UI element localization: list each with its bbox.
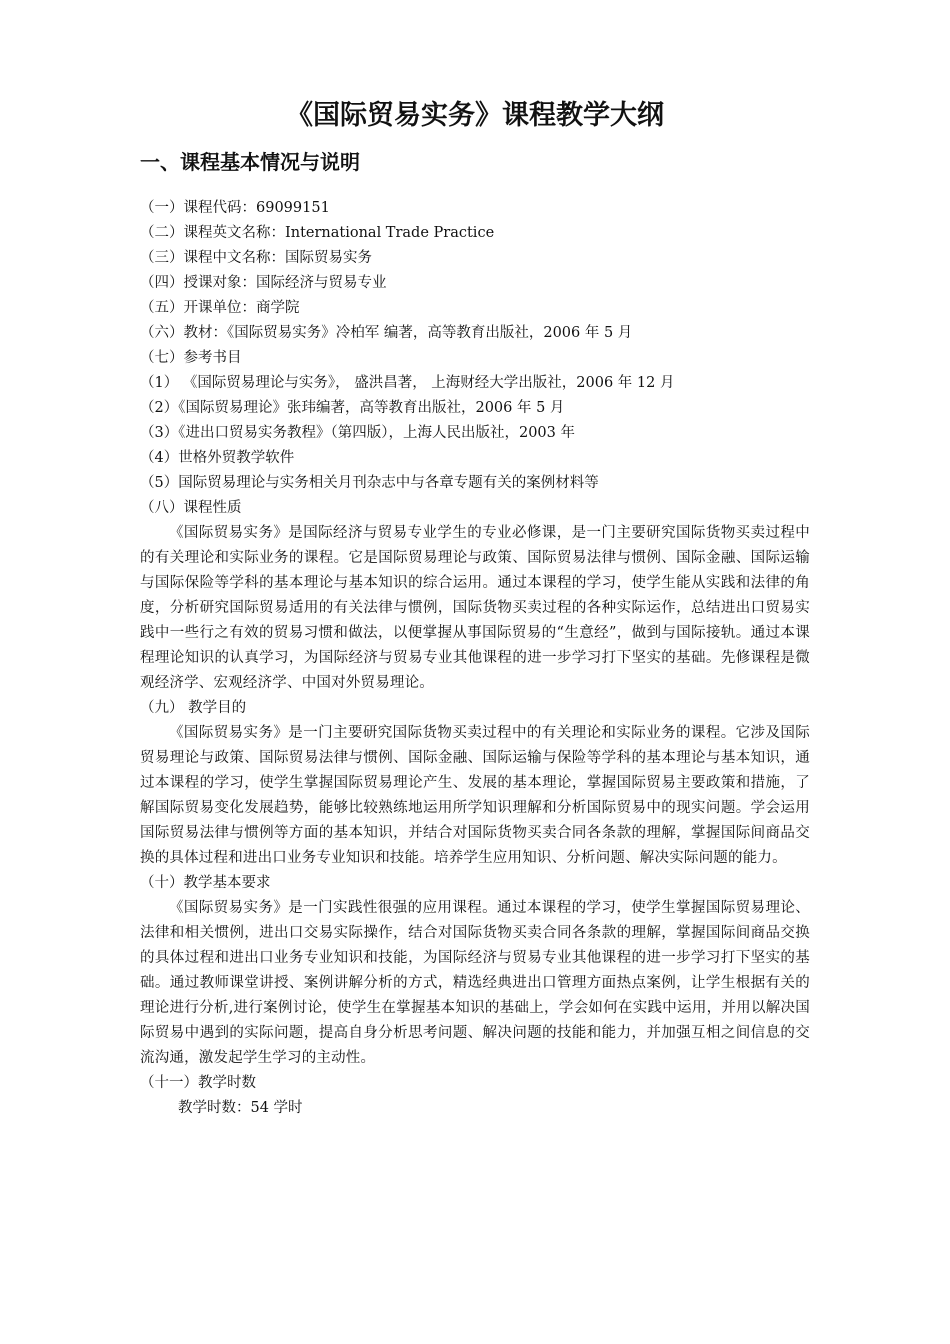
english-name-line: （二）课程英文名称：International Trade Practice [140, 225, 495, 241]
reference-item-3: （3）《进出口贸易实务教程》（第四版），上海人民出版社，2003 年 [140, 425, 575, 441]
section-heading: 一、课程基本情况与说明 [140, 150, 360, 174]
audience-line: （四）授课对象：国际经济与贸易专业 [140, 275, 387, 291]
reference-item-1: （1） 《国际贸易理论与实务》， 盛洪昌著， 上海财经大学出版社，2006 年 12 月 [140, 375, 675, 391]
document-body [140, 196, 810, 1121]
reference-item-4: （4）世格外贸教学软件 [140, 450, 295, 466]
teaching-hours-line: 教学时数：54 学时 [178, 1100, 303, 1116]
course-code-line: （一）课程代码：69099151 [140, 200, 330, 216]
textbook-line: （六）教材：《国际贸易实务》冷柏军 编著，高等教育出版社，2006 年 5 月 [140, 325, 633, 341]
reference-item-5: （5）国际贸易理论与实务相关月刊杂志中与各章专题有关的案例材料等 [140, 475, 599, 491]
references-heading: （七）参考书目 [140, 350, 242, 366]
document-title: 《国际贸易实务》课程教学大纲 [286, 100, 664, 131]
teaching-purpose-paragraph: 《国际贸易实务》是一门主要研究国际货物买卖过程中的有关理论和实际业务的课程。它涉及国际贸易理论与政策、国际贸易法律与惯例、国际金融、国际运输与保险等学科的基本理论与基本知识，通过本课程的学习，使学生掌握国际贸易理论产生、发展的基本理论，掌握国际贸易主要政策和措施，了解国际贸易变化发展趋势，能够比较熟练地运用所学知识理解和分析国际贸易中的现实问题。学会运用国际贸易法律与惯例等方面的基本知识，并结合对国际货物买卖合同各条款的理解，掌握国际间商品交换的具体过程和进出口业务专业知识和技能。培养学生应用知识、分析问题、解决实际问题的能力。 [140, 725, 810, 866]
basic-requirements-heading: （十）教学基本要求 [140, 875, 271, 891]
reference-item-2: （2）《国际贸易理论》张玮编著，高等教育出版社，2006 年 5 月 [140, 400, 565, 416]
department-line: （五）开课单位：商学院 [140, 300, 300, 316]
teaching-purpose-heading: （九） 教学目的 [140, 700, 247, 716]
chinese-name-line: （三）课程中文名称：国际贸易实务 [140, 250, 372, 266]
course-nature-heading: （八）课程性质 [140, 500, 242, 516]
course-nature-paragraph: 《国际贸易实务》是国际经济与贸易专业学生的专业必修课，是一门主要研究国际货物买卖过程中的有关理论和实际业务的课程。它是国际贸易理论与政策、国际贸易法律与惯例、国际金融、国际运输与国际保险等学科的基本理论与基本知识的综合运用。通过本课程的学习，使学生能从实践和法律的角度，分析研究国际贸易适用的有关法律与惯例，国际货物买卖过程的各种实际运作，总结进出口贸易实践中一些行之有效的贸易习惯和做法，以便掌握从事国际贸易的“生意经”，做到与国际接轨。通过本课程理论知识的认真学习，为国际经济与贸易专业其他课程的进一步学习打下坚实的基础。先修课程是微观经济学、宏观经济学、中国对外贸易理论。 [140, 525, 810, 691]
teaching-hours-heading: （十一）教学时数 [140, 1075, 256, 1091]
basic-requirements-paragraph: 《国际贸易实务》是一门实践性很强的应用课程。通过本课程的学习，使学生掌握国际贸易理论、法律和相关惯例，进出口交易实际操作，结合对国际货物买卖合同各条款的理解，掌握国际间商品交换的具体过程和进出口业务专业知识和技能，为国际经济与贸易专业其他课程的进一步学习打下坚实的基础。通过教师课堂讲授、案例讲解分析的方式，精选经典进出口管理方面热点案例，让学生根据有关的理论进行分析,进行案例讨论，使学生在掌握基本知识的基础上，学会如何在实践中运用，并用以解决国际贸易中遇到的实际问题，提高自身分析思考问题、解决问题的技能和能力，并加强互相之间信息的交流沟通，激发起学生学习的主动性。 [140, 900, 810, 1066]
